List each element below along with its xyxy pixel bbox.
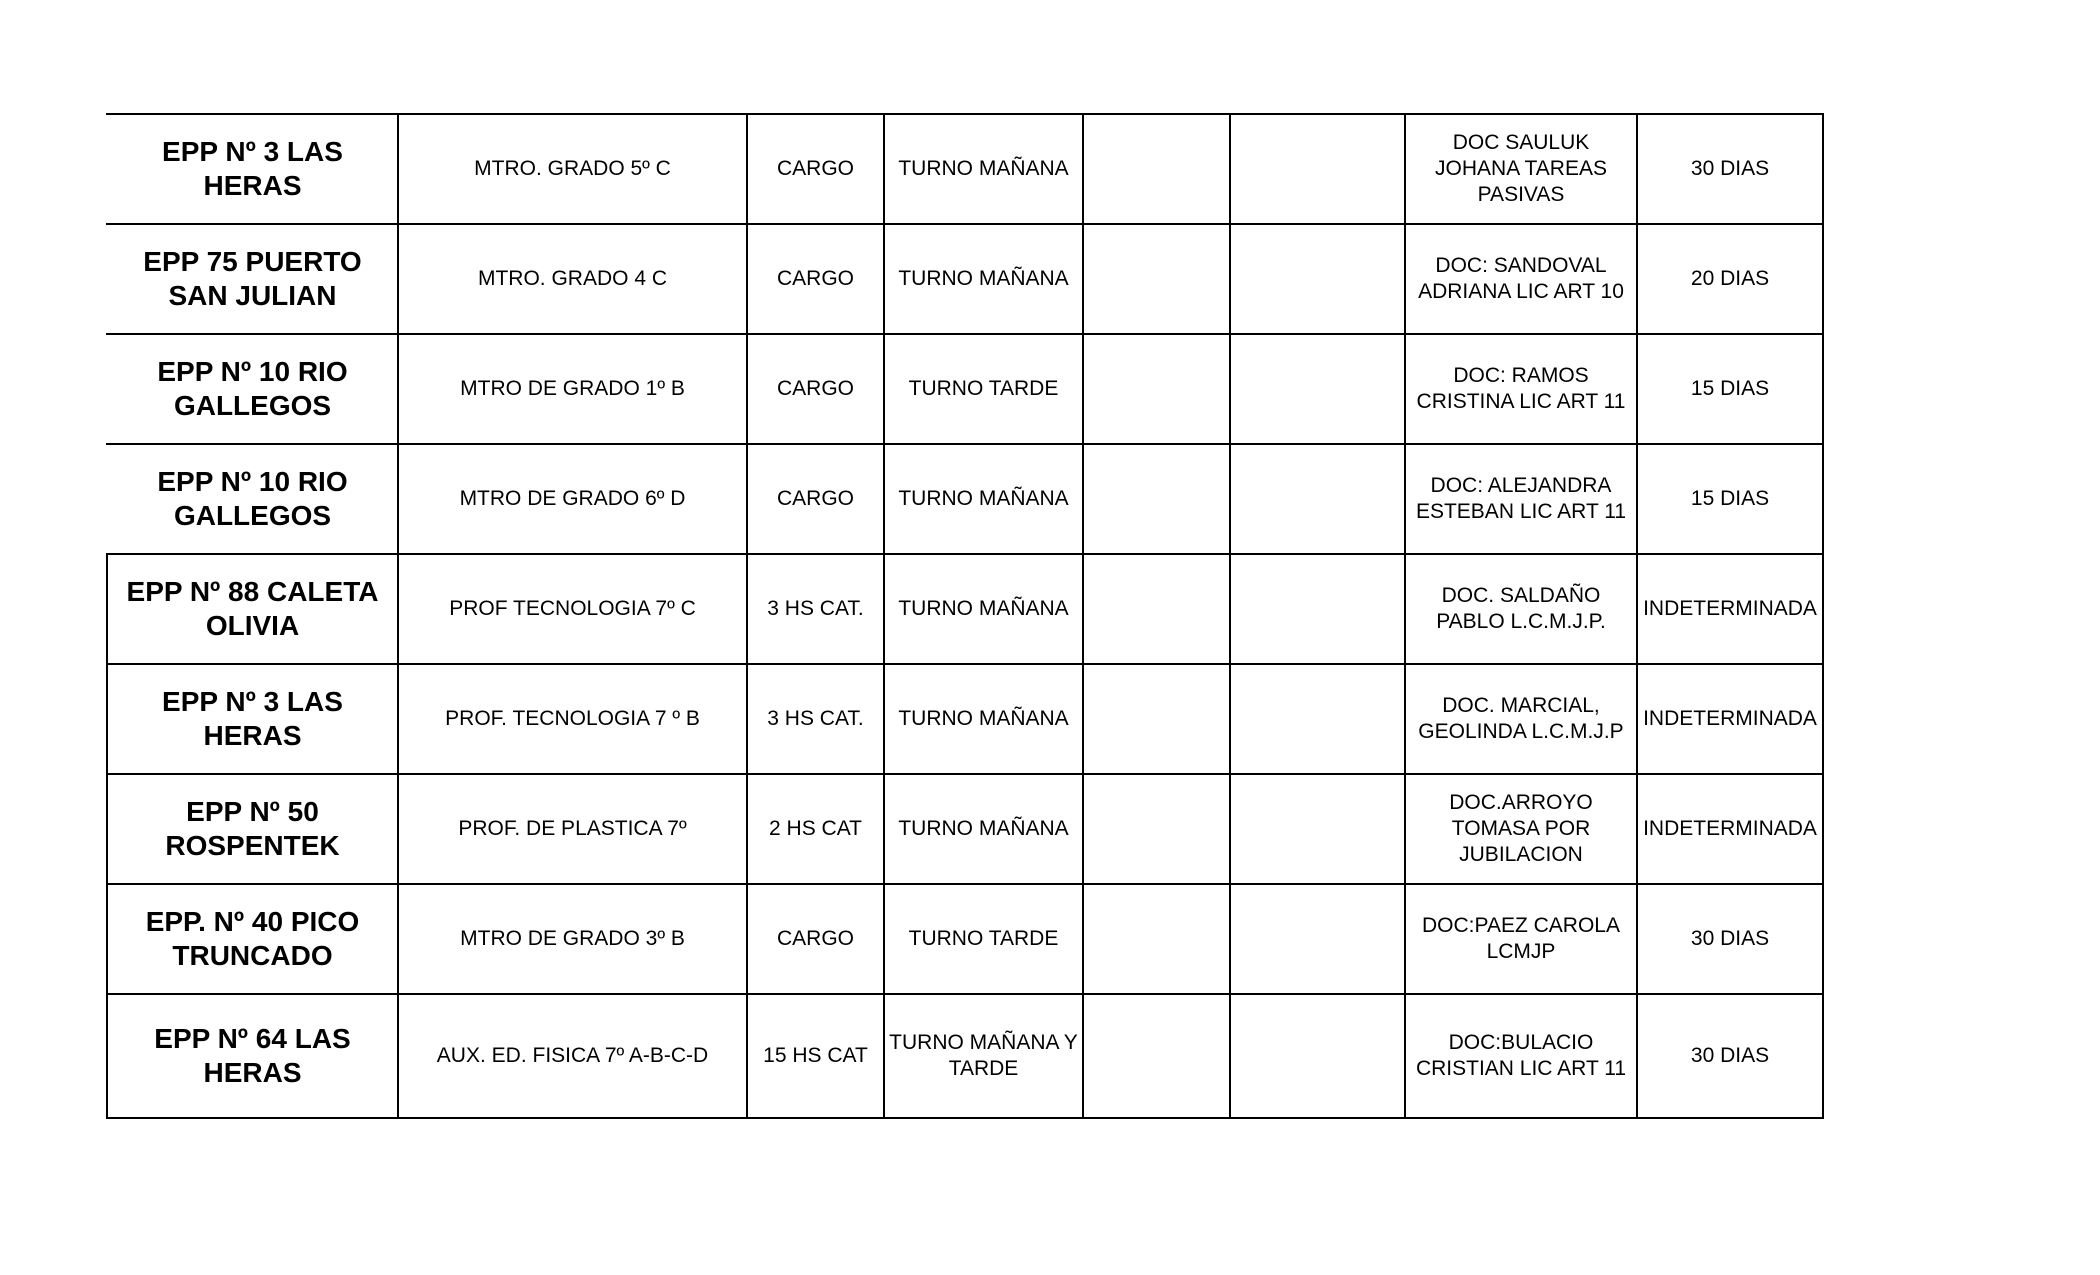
replaces-cell: DOC:PAEZ CAROLA LCMJP [1405, 884, 1637, 994]
type-cell: CARGO [747, 334, 884, 444]
empty-cell [1083, 334, 1230, 444]
duration-cell: 30 DIAS [1637, 994, 1823, 1118]
empty-cell [1083, 994, 1230, 1118]
table-row [107, 774, 1823, 884]
position-cell: AUX. ED. FISICA 7º A-B-C-D [398, 994, 747, 1118]
table-row [107, 224, 1823, 334]
table-row [107, 114, 1823, 224]
empty-cell [1230, 774, 1405, 884]
type-cell: CARGO [747, 224, 884, 334]
position-cell: MTRO DE GRADO 3º B [398, 884, 747, 994]
school-cell: EPP Nº 50 ROSPENTEK [107, 774, 398, 884]
shift-cell: TURNO MAÑANA [884, 774, 1083, 884]
shift-cell: TURNO MAÑANA [884, 554, 1083, 664]
replaces-cell: DOC: ALEJANDRA ESTEBAN LIC ART 11 [1405, 444, 1637, 554]
empty-cell [1083, 114, 1230, 224]
duration-cell: INDETERMINADA [1637, 554, 1823, 664]
table-row [107, 994, 1823, 1118]
empty-cell [1230, 114, 1405, 224]
duration-cell: 30 DIAS [1637, 114, 1823, 224]
position-cell: MTRO DE GRADO 1º B [398, 334, 747, 444]
type-cell: 3 HS CAT. [747, 664, 884, 774]
replaces-cell: DOC: SANDOVAL ADRIANA LIC ART 10 [1405, 224, 1637, 334]
school-cell: EPP Nº 64 LAS HERAS [107, 994, 398, 1118]
position-cell: MTRO. GRADO 5º C [398, 114, 747, 224]
replaces-cell: DOC.ARROYO TOMASA POR JUBILACION [1405, 774, 1637, 884]
duration-cell: 20 DIAS [1637, 224, 1823, 334]
table-row [107, 444, 1823, 554]
empty-cell [1083, 774, 1230, 884]
duration-cell: INDETERMINADA [1637, 774, 1823, 884]
empty-cell [1083, 884, 1230, 994]
duration-cell: 15 DIAS [1637, 334, 1823, 444]
position-cell: PROF. DE PLASTICA 7º [398, 774, 747, 884]
empty-cell [1230, 554, 1405, 664]
type-cell: 15 HS CAT [747, 994, 884, 1118]
empty-cell [1230, 884, 1405, 994]
position-cell: MTRO DE GRADO 6º D [398, 444, 747, 554]
empty-cell [1083, 664, 1230, 774]
position-cell: MTRO. GRADO 4 C [398, 224, 747, 334]
position-cell: PROF. TECNOLOGIA 7 º B [398, 664, 747, 774]
duration-cell: 15 DIAS [1637, 444, 1823, 554]
type-cell: CARGO [747, 444, 884, 554]
replaces-cell: DOC. SALDAÑO PABLO L.C.M.J.P. [1405, 554, 1637, 664]
shift-cell: TURNO MAÑANA [884, 114, 1083, 224]
empty-cell [1230, 444, 1405, 554]
empty-cell [1083, 444, 1230, 554]
empty-cell [1230, 224, 1405, 334]
school-cell: EPP 75 PUERTO SAN JULIAN [107, 224, 398, 334]
shift-cell: TURNO TARDE [884, 334, 1083, 444]
shift-cell: TURNO MAÑANA Y TARDE [884, 994, 1083, 1118]
empty-cell [1083, 554, 1230, 664]
shift-cell: TURNO TARDE [884, 884, 1083, 994]
duration-cell: INDETERMINADA [1637, 664, 1823, 774]
table-row [107, 554, 1823, 664]
type-cell: CARGO [747, 884, 884, 994]
school-cell: EPP Nº 3 LAS HERAS [107, 664, 398, 774]
replaces-cell: DOC: RAMOS CRISTINA LIC ART 11 [1405, 334, 1637, 444]
shift-cell: TURNO MAÑANA [884, 224, 1083, 334]
vacancy-table [106, 113, 1824, 1119]
replaces-cell: DOC. MARCIAL, GEOLINDA L.C.M.J.P [1405, 664, 1637, 774]
school-cell: EPP. Nº 40 PICO TRUNCADO [107, 884, 398, 994]
school-cell: EPP Nº 3 LAS HERAS [107, 114, 398, 224]
replaces-cell: DOC:BULACIO CRISTIAN LIC ART 11 [1405, 994, 1637, 1118]
school-cell: EPP Nº 10 RIO GALLEGOS [107, 334, 398, 444]
shift-cell: TURNO MAÑANA [884, 444, 1083, 554]
table-row [107, 884, 1823, 994]
empty-cell [1083, 224, 1230, 334]
empty-cell [1230, 334, 1405, 444]
empty-cell [1230, 994, 1405, 1118]
table-row [107, 334, 1823, 444]
duration-cell: 30 DIAS [1637, 884, 1823, 994]
type-cell: CARGO [747, 114, 884, 224]
school-cell: EPP Nº 10 RIO GALLEGOS [107, 444, 398, 554]
replaces-cell: DOC SAULUK JOHANA TAREAS PASIVAS [1405, 114, 1637, 224]
shift-cell: TURNO MAÑANA [884, 664, 1083, 774]
type-cell: 2 HS CAT [747, 774, 884, 884]
table-row [107, 664, 1823, 774]
position-cell: PROF TECNOLOGIA 7º C [398, 554, 747, 664]
type-cell: 3 HS CAT. [747, 554, 884, 664]
school-cell: EPP Nº 88 CALETA OLIVIA [107, 554, 398, 664]
empty-cell [1230, 664, 1405, 774]
